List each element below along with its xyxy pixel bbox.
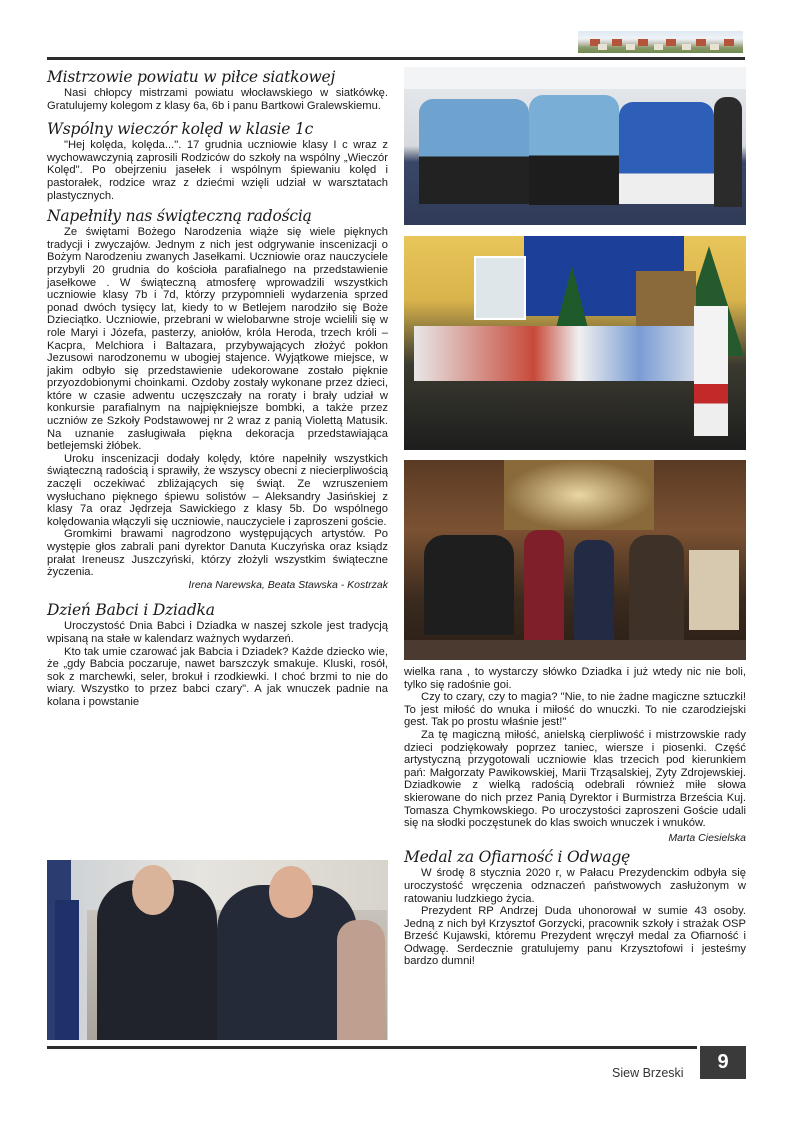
article-paragraph: Prezydent RP Andrzej Duda uhonorował w sumie 43 osoby. Jedną z nich był Krzysztof Gorzycki, pracownik szkoły i strażak OSP Brześć Kujawski, któremu Prezydent wręczył medal za Ofiarność i Odwagę. Serdecznie gratulujemy panu Krzysztofowi i jesteśmy bardzo dumni! bbox=[404, 905, 746, 968]
article-title: Wspólny wieczór kolęd w klasie 1c bbox=[47, 120, 314, 139]
article-paragraph: Czy to czary, czy to magia? "Nie, to nie żadne magiczne sztuczki! To jest miłość do wnuka i miłość do wnuczki. To nie czarodziejski gest. Tak po prostu właśnie jest!" bbox=[404, 691, 746, 729]
article-paragraph: "Hej kolęda, kolęda...". 17 grudnia uczniowie klasy I c wraz z wychowawczynią zaprosili Rodziców do szkoły na wspólny „Wieczór Kolęd". Po obejrzeniu jasełek i wspólnym śpiewaniu kolęd i pastorałek, rodzice wraz z dziećmi wzięli udział w warsztatach plastycznych. bbox=[47, 139, 388, 202]
article-paragraph: Kto tak umie czarować jak Babcia i Dziadek? Każde dziecko wie, że „gdy Babcia poczaruje, nawet barszczyk smakuje. Kluski, rosół, sok z marchewki, seler, brokuł i rzodkiewki. I choć brzmi to nie do wiary. Wszystko to przez babci czary". A jak wnuczek padnie na kolana i powstanie bbox=[47, 645, 388, 708]
president-medal-photo bbox=[47, 860, 388, 1040]
article-title: Medal za Ofiarność i Odwagę bbox=[404, 848, 631, 867]
article-author: Irena Narewska, Beata Stawska - Kostrzak bbox=[188, 578, 388, 591]
left-column bbox=[47, 68, 388, 709]
page-number: 9 bbox=[700, 1046, 746, 1079]
article-paragraph: Nasi chłopcy mistrzami powiatu włocławskiego w siatkówkę. Gratulujemy kolegom z klasy 6a, 6b i panu Bartkowi Gralewskiemu. bbox=[47, 87, 388, 112]
article-paragraph: Uroku inscenizacji dodały kolędy, które napełniły wszystkich świąteczną radością i sprawiły, że wszyscy obecni z niecierpliwością zaczęli oczekiwać zbliżających się świąt. Ze wzruszeniem wysłuchano pięknego śpiewu solistów – Aleksandry Jasińskiej z klasy 7a oraz Jędrzeja Sawickiego z klasy 5b. Do wspólnego kolędowania włączyli się uczniowie, nauczyciele i zaproszeni goście. bbox=[47, 452, 388, 528]
article-paragraph: Gromkimi brawami nagrodzono występujących artystów. Po występie głos zabrali pani dyrektor Danuta Kuczyńska oraz ksiądz prałat Ireneusz Juszczyński, którzy złożyli wszystkim świąteczne życzenia. bbox=[47, 528, 388, 579]
article-paragraph: Ze świętami Bożego Narodzenia wiąże się wiele pięknych tradycji i zwyczajów. Jednym z nich jest odgrywanie inscenizacji o Bożym Narodzeniu zwanych Jasełkami. Uczniowie oraz nauczyciele przybyli 20 grudnia do kościoła parafialnego na przedstawienie jasełkowe . W świąteczną atmosferę wprowadzili wszystkich uczniowie klasy 7b i 7d, którzy przypomnieli wydarzenia sprzed ponad dwóch tysięcy lat, kiedy to w Betlejem narodziło się Boże Dzieciątko. Uczniowie, przebrani w wielobarwne stroje wcielili się w role Maryi i Józefa, pasterzy, aniołów, króla Heroda, trzech króli – Kacpra, Melchiora i Baltazara, przybywających złożyć pokłon Jezusowi narodzonemu w ubogiej stajence. Wyjątkowe miejsce, w jakim odbyło się przedstawienie udekorowane zostało pięknie przyozdobionymi choinkami. Ozdoby zostały wykonane przez dzieci, które w czasie adwentu uczęszczały na roraty i brały udział w konkursie parafialnym na najpiękniejsze bombki, a także przez uczniów ze Szkoły Podstawowej nr 2 wraz z panią Violettą Matusik. Na uznanie zasługiwała piękna dekoracja przedstawiająca betlejemski żłóbek. bbox=[47, 226, 388, 453]
article-paragraph: Uroczystość Dnia Babci i Dziadka w naszej szkole jest tradycją wpisaną na stałe w kalendarz ważnych wydarzeń. bbox=[47, 620, 388, 645]
header-banner-image bbox=[578, 31, 743, 53]
footer-rule bbox=[47, 1046, 697, 1049]
magazine-name: Siew Brzeski bbox=[612, 1066, 684, 1080]
article-author: Marta Ciesielska bbox=[668, 831, 746, 844]
article-title: Dzień Babci i Dziadka bbox=[47, 601, 215, 620]
article-paragraph: wielka rana , to wystarczy słówko Dziadka i już wtedy nic nie boli, tylko się radośnie goi. bbox=[404, 666, 746, 691]
header-rule bbox=[47, 57, 745, 60]
nativity-play-photo bbox=[404, 236, 746, 450]
church-performance-photo bbox=[404, 460, 746, 660]
article-title: Napełniły nas świąteczną radością bbox=[47, 207, 312, 226]
volleyball-team-photo bbox=[404, 67, 746, 225]
right-column bbox=[404, 666, 746, 968]
article-title: Mistrzowie powiatu w piłce siatkowej bbox=[47, 68, 336, 86]
article-paragraph: W środę 8 stycznia 2020 r, w Pałacu Prezydenckim odbyła się uroczystość wręczenia odznaczeń państwowych zasłużonym w ratowaniu ludzkiego życia. bbox=[404, 867, 746, 905]
article-paragraph: Za tę magiczną miłość, anielską cierpliwość i mistrzowskie rady dzieci podziękowały poprzez taniec, wiersze i piosenki. Część artystyczną przygotowali uczniowie klas trzecich pod kierunkiem pań: Małgorzaty Pawikowskiej, Marii Trząsalskiej, Zyty Zdrojewskiej. Dziadkowie z wielką radością odebrali również miłe słowa skierowane do nich przez Panią Dyrektor i Burmistrza Brześcia Kuj. Tomasza Chymkowskiego. Po uroczystości zaproszeni Goście udali się na słodki poczęstunek do klas swoich wnuczek i wnuków. bbox=[404, 728, 746, 830]
